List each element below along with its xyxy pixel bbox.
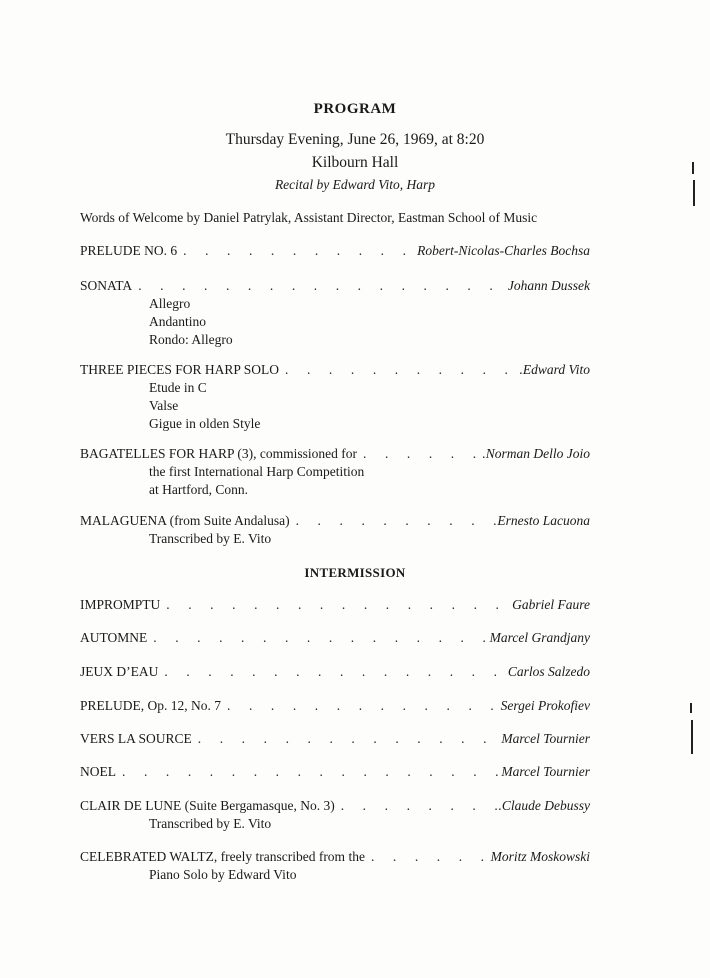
leader-dots — [290, 513, 498, 529]
piece-title: MALAGUENA (from Suite Andalusa) — [80, 513, 290, 528]
binding-mark — [692, 162, 694, 174]
leader-dots — [192, 731, 502, 747]
piece-title: IMPROMPTU — [80, 597, 161, 612]
movement: Rondo: Allegro — [149, 332, 233, 347]
movement: Andantino — [149, 314, 206, 329]
binding-mark — [691, 720, 693, 754]
program-entry — [80, 698, 590, 714]
binding-mark — [690, 703, 692, 713]
program-entry — [80, 278, 590, 349]
piece-title: AUTOMNE — [80, 630, 148, 645]
program-entry — [80, 597, 590, 613]
program-entry — [80, 446, 590, 499]
composer-name: Carlos Salzedo — [507, 664, 590, 679]
composer-name: .Edward Vito — [519, 362, 590, 377]
piece-title: CLAIR DE LUNE (Suite Bergamasque, No. 3) — [80, 798, 335, 813]
composer-name: Sergei Prokofiev — [500, 698, 590, 713]
composer-name: Marcel Tournier — [501, 731, 590, 746]
leader-dots — [177, 243, 417, 259]
program-entry — [80, 731, 590, 747]
piece-note: at Hartford, Conn. — [149, 482, 248, 497]
piece-title: CELEBRATED WALTZ, freely transcribed from the — [80, 849, 365, 864]
piece-title: PRELUDE NO. 6 — [80, 243, 178, 258]
piece-title: PRELUDE, Op. 12, No. 7 — [80, 698, 221, 713]
leader-dots — [221, 698, 501, 714]
program-heading: PROGRAM — [313, 101, 397, 117]
leader-dots — [147, 630, 489, 646]
leader-dots — [160, 597, 512, 613]
program-entry — [80, 798, 590, 833]
composer-name: .Claude Debussy — [498, 798, 590, 813]
piece-note: Transcribed by E. Vito — [149, 816, 272, 831]
recital-line: Recital by Edward Vito, Harp — [274, 177, 436, 192]
program-entry — [80, 513, 590, 548]
leader-dots — [132, 278, 508, 294]
program-entry — [80, 849, 590, 884]
piece-title: NOEL — [80, 764, 116, 779]
composer-name: .Norman Dello Joio — [482, 446, 590, 461]
venue-line: Kilbourn Hall — [311, 154, 399, 171]
movement: Allegro — [149, 296, 191, 311]
composer-name: Robert-Nicolas-Charles Bochsa — [417, 243, 590, 258]
piece-note: Piano Solo by Edward Vito — [149, 867, 297, 882]
piece-title: THREE PIECES FOR HARP SOLO — [80, 362, 280, 377]
leader-dots — [158, 664, 507, 680]
piece-title: SONATA — [80, 278, 133, 293]
welcome-line: Words of Welcome by Daniel Patrylak, Assistant Director, Eastman School of Music — [80, 210, 538, 225]
piece-title: JEUX D’EAU — [80, 664, 159, 679]
program-entry — [80, 362, 590, 433]
composer-name: Marcel Grandjany — [489, 630, 590, 645]
leader-dots — [357, 446, 482, 462]
movement: Valse — [149, 398, 179, 413]
program-entry — [80, 764, 590, 780]
piece-title: BAGATELLES FOR HARP (3), commissioned for — [80, 446, 357, 461]
leader-dots — [365, 849, 491, 865]
composer-name: Ernesto Lacuona — [497, 513, 590, 528]
date-line: Thursday Evening, June 26, 1969, at 8:20 — [225, 131, 485, 148]
binding-mark — [693, 180, 695, 206]
leader-dots — [279, 362, 519, 378]
program-entry — [80, 243, 590, 259]
piece-note: Transcribed by E. Vito — [149, 531, 272, 546]
program-entry — [80, 664, 590, 680]
movement: Etude in C — [149, 380, 207, 395]
composer-name: Moritz Moskowski — [490, 849, 590, 864]
piece-title: VERS LA SOURCE — [80, 731, 192, 746]
leader-dots — [116, 764, 501, 780]
program-entry — [80, 630, 590, 646]
intermission-heading: INTERMISSION — [304, 565, 406, 580]
leader-dots — [335, 798, 499, 814]
composer-name: Johann Dussek — [507, 278, 590, 293]
movement: Gigue in olden Style — [149, 416, 261, 431]
composer-name: Gabriel Faure — [512, 597, 590, 612]
piece-note: the first International Harp Competition — [149, 464, 365, 479]
composer-name: Marcel Tournier — [501, 764, 590, 779]
